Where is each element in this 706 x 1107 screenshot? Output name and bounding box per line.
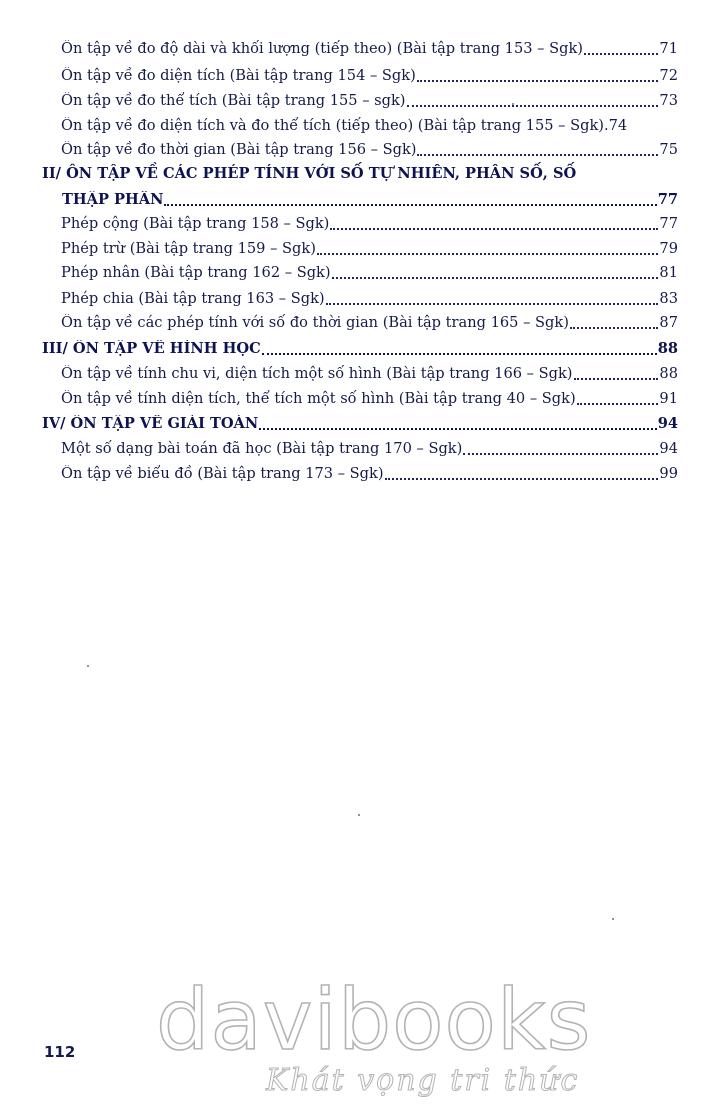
toc-entry xyxy=(61,92,678,110)
leader-dots xyxy=(259,418,656,430)
toc-entry xyxy=(61,264,678,282)
section-heading-title: IV/ ÔN TẬP VỀ GIẢI TOÁN xyxy=(42,415,259,432)
toc-entry xyxy=(61,215,678,233)
leader-dots xyxy=(570,317,659,329)
toc-entry-page: 79 xyxy=(659,240,678,257)
toc-entry xyxy=(61,67,678,85)
toc-entry-title: Ôn tập về đo thời gian (Bài tập trang 156 – Sgk) xyxy=(61,141,417,158)
leader-dots xyxy=(577,393,659,405)
section-heading-title: III/ ÔN TẬP VỀ HÌNH HỌC xyxy=(42,340,261,357)
toc-entry xyxy=(61,390,678,408)
scan-speck xyxy=(358,814,360,816)
toc-entry-page: 94 xyxy=(659,440,678,457)
toc-entry xyxy=(61,314,678,332)
leader-dots xyxy=(417,70,659,82)
section-heading xyxy=(62,191,678,209)
scan-speck xyxy=(87,665,89,667)
toc-entry-title: Phép chia (Bài tập trang 163 – Sgk) xyxy=(61,290,325,307)
toc-entry-page: 73 xyxy=(659,92,678,109)
toc-entry-title: Phép cộng (Bài tập trang 158 – Sgk) xyxy=(61,215,330,232)
section-heading-page: 88 xyxy=(657,340,678,357)
toc-entry-page: 91 xyxy=(659,390,678,407)
toc-entry xyxy=(61,240,678,258)
toc-entry-title: Ôn tập về đo diện tích và đo thể tích (tiếp theo) (Bài tập trang 155 – Sgk). xyxy=(61,117,609,134)
toc-entry-title: Ôn tập về biểu đồ (Bài tập trang 173 – Sgk) xyxy=(61,465,384,482)
toc-entry xyxy=(61,141,678,159)
scan-speck xyxy=(612,918,614,920)
leader-dots xyxy=(330,218,658,230)
toc-entry-page: 74 xyxy=(608,117,628,134)
toc-entry-title: Ôn tập về đo diện tích (Bài tập trang 154 – Sgk) xyxy=(61,67,416,84)
leader-dots xyxy=(262,343,657,355)
leader-dots xyxy=(463,443,658,455)
section-heading-line1: II/ ÔN TẬP VỀ CÁC PHÉP TÍNH VỚI SỐ TỰ NHIÊN, PHÂN SỐ, SỐ xyxy=(42,165,577,182)
toc-entry-page: 75 xyxy=(659,141,678,158)
leader-dots xyxy=(407,95,659,107)
toc-entry-title: Phép trừ (Bài tập trang 159 – Sgk) xyxy=(61,240,316,257)
page-number: 112 xyxy=(44,1043,76,1061)
toc-entry xyxy=(61,465,678,483)
leader-dots xyxy=(417,144,658,156)
section-heading xyxy=(42,340,678,358)
watermark-logo: davibooks xyxy=(156,971,592,1069)
scan-speck xyxy=(512,103,514,105)
toc-entry-page: 71 xyxy=(659,40,678,57)
leader-dots xyxy=(332,267,659,279)
toc-entry xyxy=(61,40,678,58)
leader-dots xyxy=(317,243,659,255)
toc-entry-title: Ôn tập về các phép tính với số đo thời gian (Bài tập trang 165 – Sgk) xyxy=(61,314,569,331)
toc-entry-page: 99 xyxy=(659,465,678,482)
toc-entry-title: Một số dạng bài toán đã học (Bài tập trang 170 – Sgk) xyxy=(61,440,463,457)
toc-entry-title: Ôn tập về tính diện tích, thể tích một số hình (Bài tập trang 40 – Sgk) xyxy=(61,390,576,407)
toc-entry-page: 81 xyxy=(659,264,678,281)
section-heading-page: 94 xyxy=(657,415,678,432)
toc-entry xyxy=(61,365,678,383)
leader-dots xyxy=(584,43,658,55)
toc-entry-title: Ôn tập về đo độ dài và khối lượng (tiếp theo) (Bài tập trang 153 – Sgk) xyxy=(61,40,583,57)
toc-entry xyxy=(61,440,678,458)
toc-entry-page: 77 xyxy=(659,215,678,232)
toc-entry-page: 72 xyxy=(659,67,678,84)
toc-entry xyxy=(61,290,678,308)
section-heading-title: THẬP PHÂN xyxy=(62,191,164,208)
watermark-tagline: Khát vọng tri thức xyxy=(266,1063,580,1098)
toc-entry-title: Phép nhân (Bài tập trang 162 – Sgk) xyxy=(61,264,331,281)
leader-dots xyxy=(574,368,659,380)
toc-entry xyxy=(61,117,678,135)
leader-dots xyxy=(385,468,659,480)
toc-entry-page: 83 xyxy=(659,290,678,307)
toc-entry-page: 88 xyxy=(659,365,678,382)
section-heading-page: 77 xyxy=(657,191,678,208)
toc-entry-title: Ôn tập về đo thể tích (Bài tập trang 155 – sgk) xyxy=(61,92,406,109)
leader-dots xyxy=(164,194,656,206)
leader-dots xyxy=(326,293,659,305)
toc-entry-page: 87 xyxy=(659,314,678,331)
toc-entry-title: Ôn tập về tính chu vi, diện tích một số hình (Bài tập trang 166 – Sgk) xyxy=(61,365,573,382)
section-heading xyxy=(42,415,678,433)
